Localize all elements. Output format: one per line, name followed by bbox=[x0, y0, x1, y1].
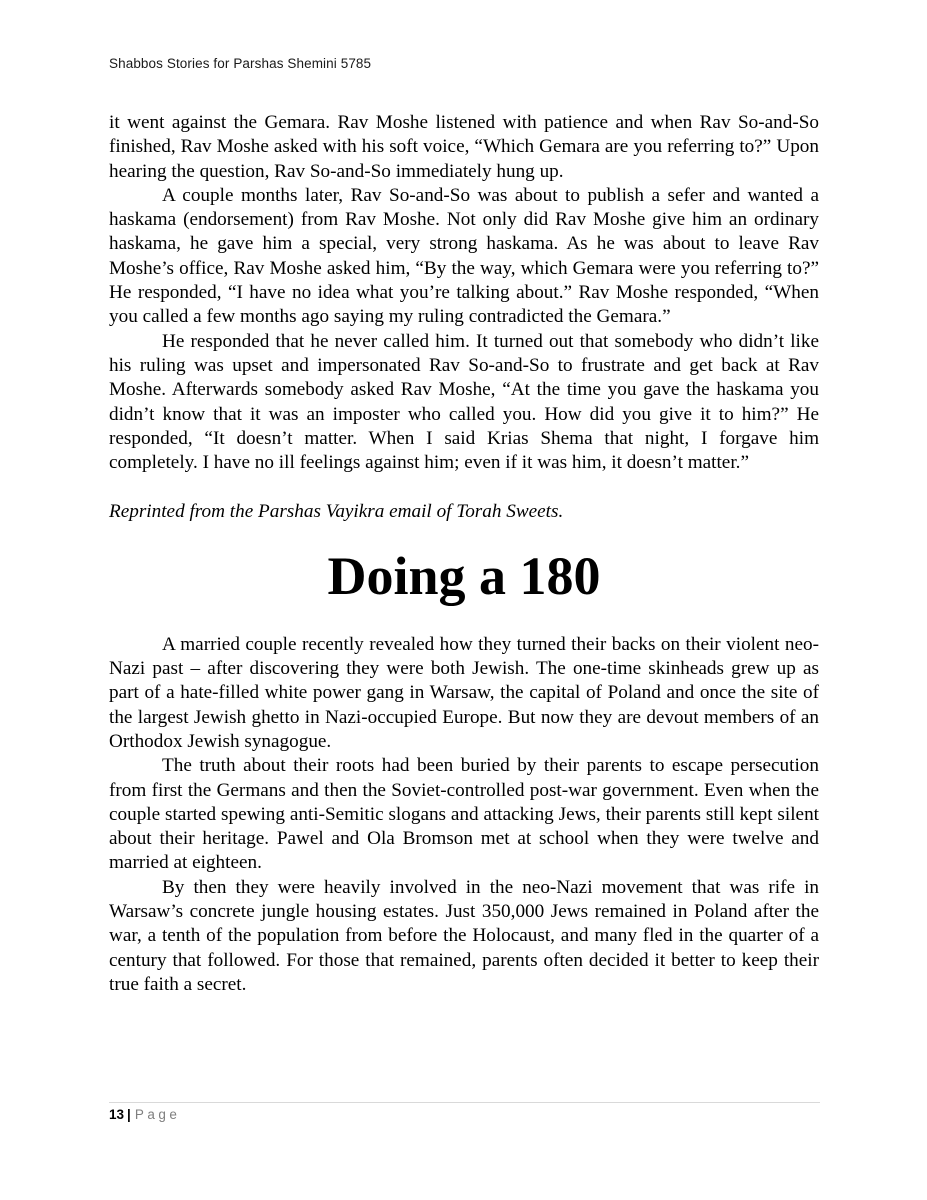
story2-title: Doing a 180 bbox=[327, 545, 601, 606]
page-number: 13 bbox=[109, 1107, 125, 1122]
running-header: Shabbos Stories for Parshas Shemini 5785 bbox=[109, 56, 372, 71]
story2-paragraph: By then they were heavily involved in the neo-Nazi movement that was rife in Warsaw’s concrete jungle housing estates. Just 350,000 Jews remained in Poland after the war, a tenth of the population from before the Holocaust, and many fled in the quarter of a century that followed. For those that remained, parents often decided it better to keep their true faith a secret. bbox=[109, 876, 819, 995]
footer-divider bbox=[109, 1102, 820, 1103]
footer-separator: | bbox=[127, 1107, 131, 1122]
story1-paragraph: He responded that he never called him. It turned out that somebody who didn’t like his ruling was upset and impersonated Rav So-and-So to frustrate and get back at Rav Moshe. Afterwards somebody asked Rav Moshe, “At the time you gave the haskama you didn’t know that it was an imposter who called you. How did you give it to him?” He responded, “It doesn’t matter. When I said Krias Shema that night, I forgave him completely. I have no ill feelings against him; even if it was him, it doesn’t matter.” bbox=[109, 330, 819, 474]
page-body bbox=[109, 111, 819, 997]
story1-credit: Reprinted from the Parshas Vayikra email of Torah Sweets. bbox=[109, 501, 564, 523]
story1-paragraph: A couple months later, Rav So-and-So was about to publish a sefer and wanted a haskama (endorsement) from Rav Moshe. Not only did Rav Moshe give him an ordinary haskama, he gave him a special, very strong haskama. As he was about to leave Rav Moshe’s office, Rav Moshe asked him, “By the way, which Gemara were you referring to?” He responded, “I have no idea what you’re talking about.” Rav Moshe responded, “When you called a few months ago saying my ruling contradicted the Gemara.” bbox=[109, 184, 819, 328]
page-footer bbox=[109, 1107, 180, 1122]
story2-paragraph: A married couple recently revealed how they turned their backs on their violent neo-Nazi past – after discovering they were both Jewish. The one-time skinheads grew up as part of a hate-filled white power gang in Warsaw, the capital of Poland and once the site of the largest Jewish ghetto in Nazi-occupied Europe. But now they are devout members of an Orthodox Jewish synagogue. bbox=[109, 633, 819, 752]
page-label: Page bbox=[134, 1107, 181, 1122]
story2-paragraph: The truth about their roots had been buried by their parents to escape persecution from first the Germans and then the Soviet-controlled post-war government. Even when the couple started spewing anti-Semitic slogans and attacking Jews, their parents still kept silent about their heritage. Pawel and Ola Bromson met at school when they were twelve and married at eighteen. bbox=[109, 755, 819, 874]
story1-paragraph: it went against the Gemara. Rav Moshe listened with patience and when Rav So-and-So finished, Rav Moshe asked with his soft voice, “Which Gemara are you referring to?” Upon hearing the question, Rav So-and-So immediately hung up. bbox=[109, 112, 819, 182]
